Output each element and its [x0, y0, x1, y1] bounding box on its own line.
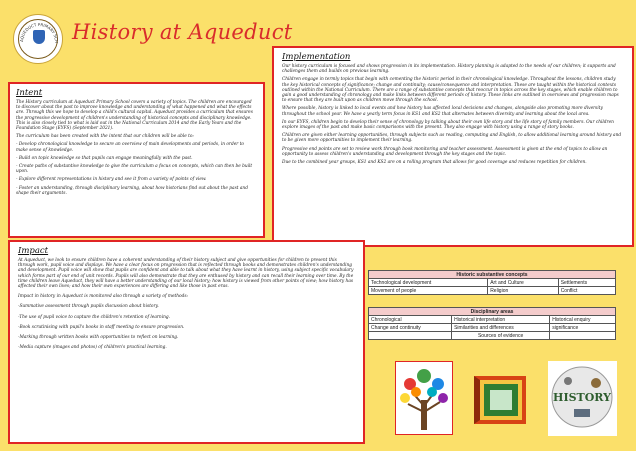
impact-paragraph: -Book scrutinising with pupil's books in staff meeting to ensure progression. — [18, 324, 185, 330]
intent-paragraph: - Explore different representations in history and see it from a variety of points of view. — [16, 177, 207, 183]
implementation-paragraph: Our history curriculum is focused and shows progression in its implementation. History planning is adapted to the needs of our children; it supports and challenges them and builds on previous learning. — [282, 64, 616, 75]
implementation-heading: Implementation — [282, 52, 351, 62]
book-image — [470, 372, 530, 428]
disciplinary-areas-table — [368, 307, 616, 340]
intent-paragraph: The History curriculum at Aqueduct Primary School covers a variety of topics. The children are encouraged to discover about the past to improve knowledge and understanding of what happened and what the effects are. Through this we hope to develop a child's cultural capital. Aqueduct provides a curriculum that ensures the progressive development of children's understanding of historical concepts and disciplinary knowledge. This is also closely tied to what is laid out in the National Curriculum 2014 and the Early Years and the Foundation Stage (EYFS) (September 2021). — [16, 100, 253, 132]
table-cell: Chronological — [369, 316, 452, 324]
handprint-tree-image — [395, 361, 453, 435]
history-word: HISTORY — [553, 391, 611, 404]
implementation-panel — [272, 46, 634, 247]
svg-text:AQUEDUCT PRIMARY SCHOOL: AQUEDUCT PRIMARY SCH — [18, 21, 60, 44]
implementation-paragraph: Children are given either learning opportunities, through subjects such as reading, computing and English, to allow additional learning around history and to be given more opportunities to implement their learning. — [282, 133, 622, 144]
substantive-concepts-table — [368, 270, 616, 295]
impact-paragraph: -The use of pupil voice to capture the children's retention of learning. — [18, 314, 170, 320]
intent-paragraph: - Build on topic knowledge so that pupils can engage meaningfully with the past. — [16, 155, 193, 161]
impact-paragraph: -Media capture (images and photos) of children's practical learning. — [18, 345, 167, 351]
impact-paragraph: -Summative assessment through pupils discussion about history. — [18, 304, 159, 310]
table-cell: Sources of evidence — [452, 332, 550, 340]
table-cell: Conflict — [558, 287, 615, 295]
intent-heading: Intent — [16, 88, 43, 98]
table-cell: Technological development — [369, 279, 488, 287]
impact-panel — [8, 240, 365, 444]
table-row — [369, 332, 616, 340]
impact-paragraph: At Aqueduct, we look to ensure children have a coherent understanding of their history subject and give opportunities for children to present this through work, pupil voice and displays. We have a clear focus on progression that is reflected through books and demonstrates children's understanding and development. Pupil voice will show that pupils are confident and able to talk about what they have learnt in history, using subject specific vocabulary which forms part of our end of unit records. Pupils will also demonstrate that they are enthused by history and can recall their learning over time. By the time children leave Aqueduct, they will have a better understanding of our local history; how history is viewed from other points of view; how history has affected their own lives; and how their own experiences are differing and like those in past eras. — [18, 258, 354, 290]
intent-paragraph: - Foster an understanding, through disciplinary learning, about how historians find out about the past and shape their arguments. — [16, 185, 248, 196]
implementation-paragraph: Due to the combined year groups, KS1 and KS2 are on a rolling program that allows for good coverage and reduces repetition for children. — [282, 160, 587, 166]
impact-paragraph: -Marking through written books with opportunities to reflect on learning. — [18, 335, 179, 341]
implementation-paragraph: In our EYFS, children begin to develop their sense of chronology by talking about their own life story and the life story of family members. Our children explore images of the past and make basic comparisons with the present. They also engage with history using a range of story books. — [282, 119, 614, 131]
table-cell: Religion — [488, 287, 559, 295]
intent-panel — [8, 82, 265, 238]
impact-paragraph: Impact in history in Aqueduct is monitored also through a variety of methods: — [18, 294, 188, 300]
table-cell: Similarities and differences — [452, 324, 550, 332]
table-cell: Change and continuity — [369, 324, 452, 332]
table-row — [369, 316, 616, 324]
table-cell: Historical interpretation — [452, 316, 550, 324]
table-cell: Settlements — [558, 279, 615, 287]
table-cell: Art and Culture — [488, 279, 559, 287]
table-row — [369, 279, 616, 287]
school-logo — [13, 14, 63, 64]
implementation-paragraph: Where possible, history is linked to local events and how history has affected local decisions and changes, alongside also promoting more diversity throughout the school year. We have a yearly term focus in KS1 and KS2 that alternates between diversity and learning about the local area. — [282, 106, 603, 117]
history-collage-image — [548, 361, 617, 436]
implementation-paragraph: Children engage in termly topics that begin with cementing the historic period in their chronological knowledge. Throughout the lessons, children study the key historical concepts of significance; change and continuity; cause/consequence and interpretation. These are taught within the historical contexts outlined within the National Curriculum. There are a range of substantive concepts that reoccur in topics across the key stages, which enable children to gain a good understanding of chronology and make links between different periods of history. These links are outlined in overviews and progression maps to ensure that they are built upon as children move through the school. — [282, 77, 619, 104]
logo-text-ring — [14, 15, 64, 65]
intent-paragraph: - Develop chronological knowledge to secure an overview of main developments and periods, in order to make sense of knowledge. — [16, 142, 245, 153]
impact-heading: Impact — [18, 246, 49, 256]
page-title: History at Aqueduct — [72, 20, 293, 44]
table-cell: significance — [550, 324, 616, 332]
table-row — [369, 287, 616, 295]
table-cell: Historical enquiry — [550, 316, 616, 324]
table-row — [369, 324, 616, 332]
implementation-paragraph: Progressive end points are set to review work through book monitoring and teacher assessment. Assessment is given at the end of topics to allow an opportunity to assess children's understanding and development through the key stages and the topic. — [282, 146, 608, 157]
intent-paragraph: The curriculum has been created with the intent that our children will be able to: — [16, 134, 194, 140]
table-title: Disciplinary areas — [369, 308, 616, 316]
table-title: Historic substantive concepts — [369, 271, 616, 279]
table-cell: Movement of people — [369, 287, 488, 295]
intent-paragraph: - Create paths of substantive knowledge to give the curriculum a focus on concepts, which can then be built upon. — [16, 164, 253, 175]
